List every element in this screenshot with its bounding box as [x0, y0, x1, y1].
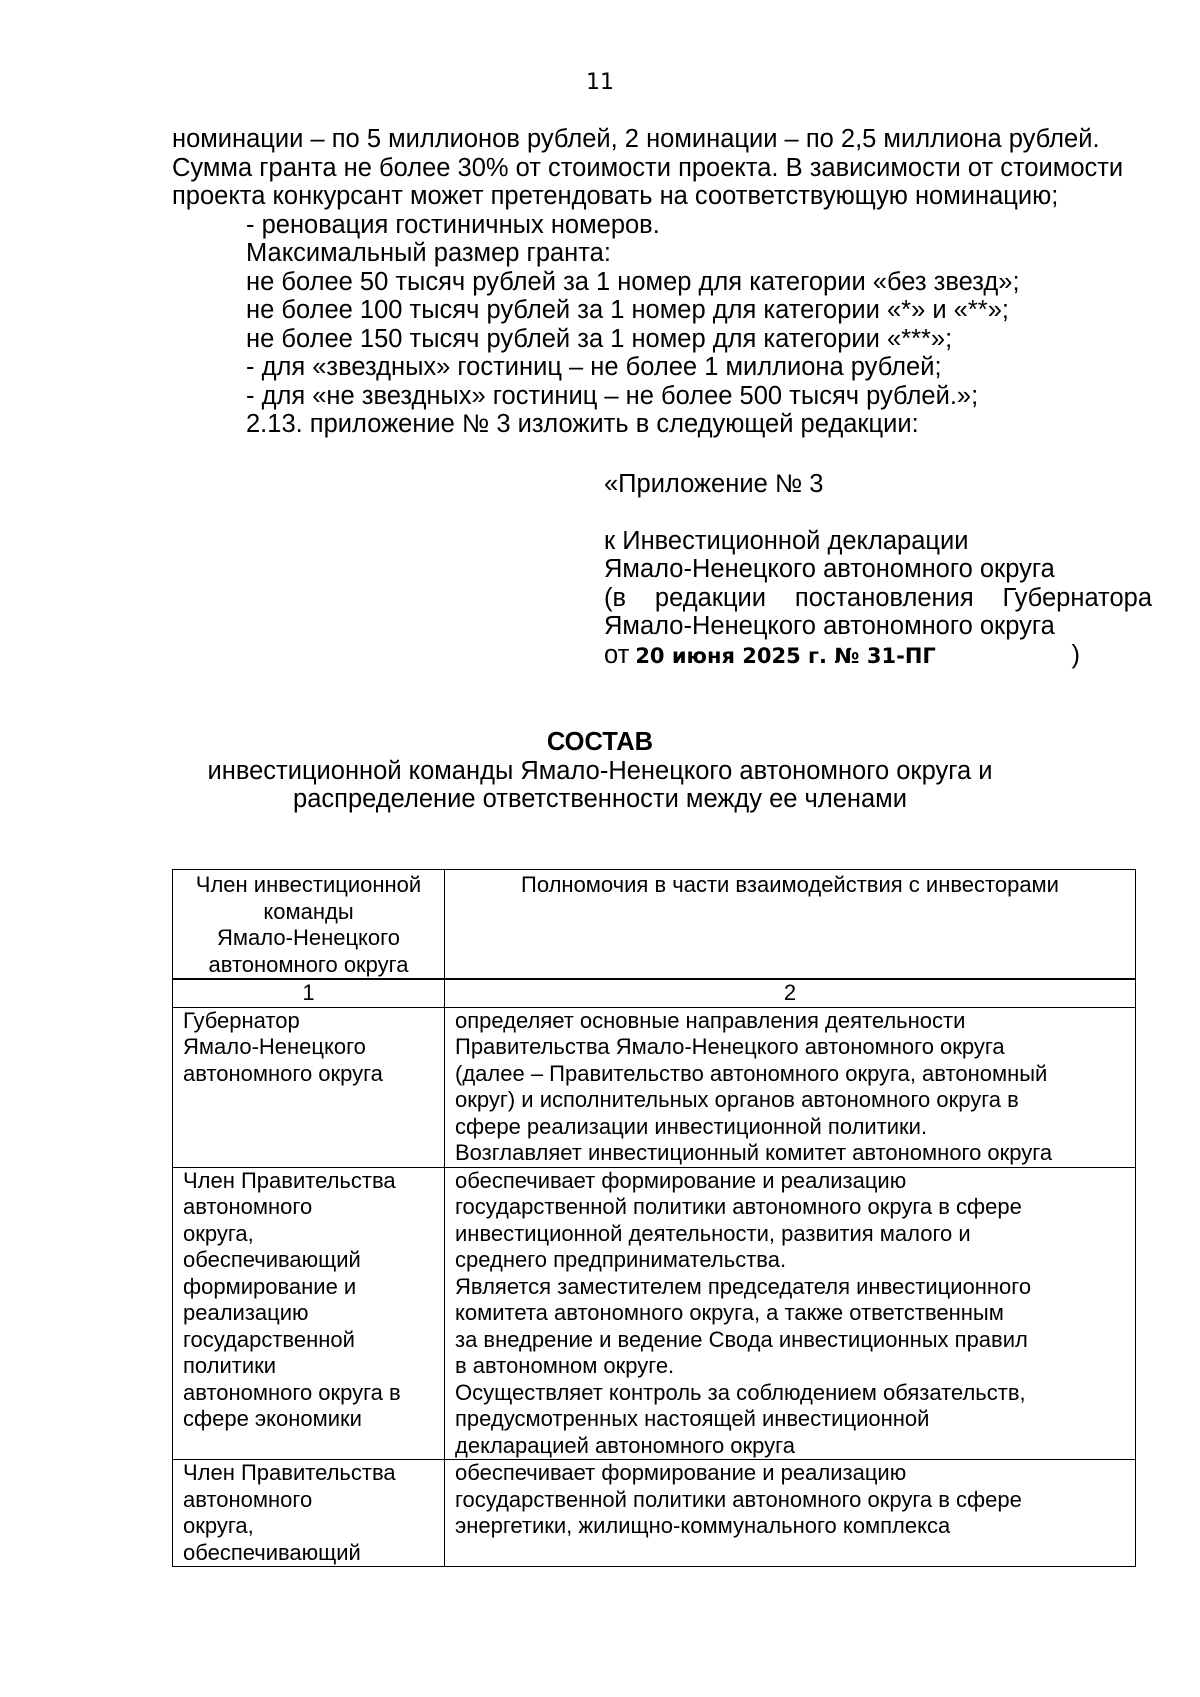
powers-cell: обеспечивает формирование и реализацию государственной политики автономного округа в сфере энергетики, жилищно-коммунального комплекса [445, 1460, 1136, 1567]
section-heading [0, 728, 1200, 814]
date-value: 20 июня 2025 г. № 31-ПГ [635, 643, 936, 668]
appendix-line: (в редакции постановления Губернатора [604, 583, 1152, 612]
column-number: 2 [445, 980, 1136, 1008]
member-cell: Губернатор Ямало-Ненецкого автономного округа [173, 1007, 445, 1167]
member-cell: Член Правительства автономного округа, обеспечивающий формирование и реализацию государственной политики автономного округа в сфере экономики [173, 1167, 445, 1460]
table-row [173, 1460, 1136, 1567]
table-row [173, 1167, 1136, 1460]
column-number: 1 [173, 980, 445, 1008]
body-line: не более 150 тысяч рублей за 1 номер для категории «***»; [246, 324, 953, 353]
body-line: - реновация гостиничных номеров. [246, 210, 660, 239]
powers-cell: обеспечивает формирование и реализацию государственной политики автономного округа в сфере инвестиционной деятельности, развития малого и среднего предпринимательства. Является заместителем председателя инвестиционного комитета автономного округа, а также ответственным за внедрение и ведение Свода инвестиционных правил в автономном округе. Осуществляет контроль за соблюдением обязательств, предусмотренных настоящей инвестиционной декларацией автономного округа [445, 1167, 1136, 1460]
body-line: Максимальный размер гранта: [246, 239, 611, 267]
body-line: - для «не звездных» гостиниц – не более 500 тысяч рублей.»; [246, 381, 979, 410]
appendix-line: к Инвестиционной декларации [604, 526, 969, 555]
appendix-date-line [604, 641, 1152, 671]
date-prefix: от [604, 640, 630, 669]
body-text [172, 125, 1162, 439]
body-line: не более 100 тысяч рублей за 1 номер для категории «*» и «**»; [246, 296, 1009, 324]
appendix-block [604, 470, 1152, 670]
header-cell-member: Член инвестиционной команды Ямало-Ненецкого автономного округа [173, 870, 445, 979]
appendix-line: Ямало-Ненецкого автономного округа [604, 612, 1055, 640]
heading-subtitle: инвестиционной команды Ямало-Ненецкого автономного округа и [207, 756, 993, 785]
heading-subtitle: распределение ответственности между ее членами [293, 785, 907, 813]
team-table [172, 979, 1136, 1567]
table-header [172, 869, 1136, 979]
date-suffix: ) [1071, 640, 1080, 669]
body-line: номинации – по 5 миллионов рублей, 2 номинации – по 2,5 миллиона рублей. [172, 125, 1100, 153]
table-row [173, 1007, 1136, 1167]
heading-title: СОСТАВ [546, 728, 654, 756]
powers-cell: определяет основные направления деятельности Правительства Ямало-Ненецкого автономного округа (далее – Правительство автономного округа, автономный округ) и исполнительных органов автономного округа в сфере реализации инвестиционной политики. Возглавляет инвестиционный комитет автономного округа [445, 1007, 1136, 1167]
table-header-row [173, 870, 1136, 979]
page-number: 11 [586, 70, 614, 95]
body-line: 2.13. приложение № 3 изложить в следующей редакции: [246, 410, 919, 438]
body-line: проекта конкурсант может претендовать на соответствующую номинацию; [172, 182, 1059, 210]
member-cell: Член Правительства автономного округа, обеспечивающий [173, 1460, 445, 1567]
appendix-title: «Приложение № 3 [604, 470, 824, 498]
body-line: не более 50 тысяч рублей за 1 номер для категории «без звезд»; [246, 267, 1020, 296]
appendix-line: Ямало-Ненецкого автономного округа [604, 555, 1055, 583]
body-line: - для «звездных» гостиниц – не более 1 миллиона рублей; [246, 353, 942, 381]
header-cell-powers: Полномочия в части взаимодействия с инвесторами [445, 870, 1136, 979]
column-number-row [173, 980, 1136, 1008]
body-line: Сумма гранта не более 30% от стоимости проекта. В зависимости от стоимости [172, 153, 1124, 182]
